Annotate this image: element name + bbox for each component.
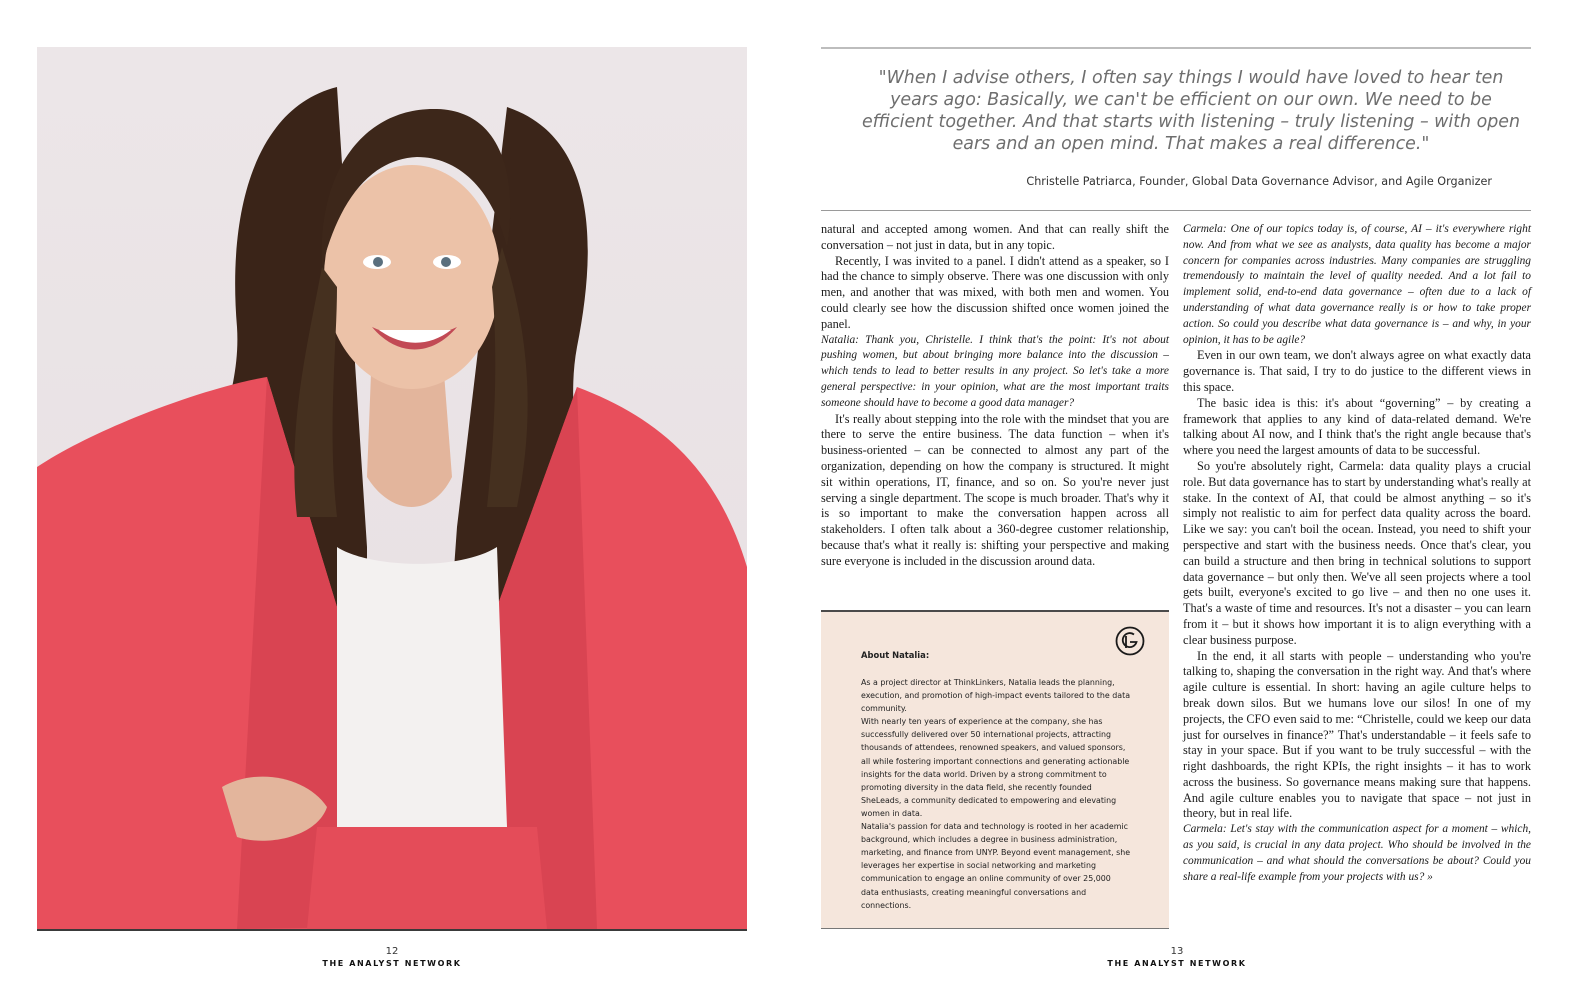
section-rule [821, 210, 1531, 211]
paragraph: natural and accepted among women. And that can really shift the conversation – not just in data, but in any topic. [821, 222, 1169, 252]
interviewer-question: Carmela: One of our topics today is, of course, AI – it's everywhere right now. And from what we see as analysts, data quality has become a major concern for companies across industries. Many companies are struggling tremendously to maintain the level of quality needed. And a lot fail to implement solid, end-to-end data governance – often due to a lack of understanding of what data governance really is or how to take proper action. So could you describe what data governance is – and why, in your opinion, it has to be agile? [1183, 223, 1531, 346]
about-paragraph: With nearly ten years of experience at the company, she has successfully delivered over 50 international projects, attracting thousands of attendees, renowned speakers, and valued sponsors, all while fostering important connections and generating actionable insights for the data world. Driven by a strong commitment to promoting diversity in the data field, she recently founded SheLeads, a community dedicated to empowering and elevating women in data. [861, 717, 1130, 818]
paragraph: Recently, I was invited to a panel. I didn't attend as a speaker, so I had the chance to simply observe. There was one discussion with only men, and another that was mixed, with both men and women. You could clearly see how the discussion shifted once women joined the panel. [821, 253, 1169, 331]
left-folio [312, 946, 472, 968]
paragraph: The basic idea is this: it's about “governing” – by creating a framework that applies to any kind of data-related demand. We're talking about AI now, and I think that's the right angle because that's where you need the largest amounts of data to be successful. [1183, 395, 1531, 458]
paragraph: It's really about stepping into the role with the mindset that you are there to serve the entire business. The data function – when it's business-oriented – can be connected to almost any part of the organization, depending on how the company is structured. It might sit within operations, IT, finance, and so on. So you're never just serving a single department. The scope is much broader. That's why it is so important to make the conversation happen across all stakeholders. I often talk about a 360-degree customer relationship, because that's what it really is: shifting your perspective and making sure everyone is included in the discussion around data. [821, 411, 1169, 568]
about-box [821, 610, 1169, 929]
portrait-photo [37, 47, 747, 931]
article-column-2 [1183, 222, 1531, 885]
paragraph: So you're absolutely right, Carmela: data quality plays a crucial role. But data governance has to start by understanding what's really at stake. In the context of AI, that could be almost anything – so it's simply not realistic to aim for perfect data quality across the board. Like we say: you can't boil the ocean. Instead, you need to shift your perspective and start with the business needs. Once that's clear, you can build a structure and then bring in technical solutions to support data governance – but only then. We've all seen projects where a tool gets built, everyone's excited to go live – and then no one uses it. That's a waste of time and resources. It's not a disaster – you can learn from it – but it shows how important it is to align everything with a clear business purpose. [1183, 458, 1531, 647]
top-rule [821, 47, 1531, 49]
article-column-1 [821, 222, 1169, 570]
masthead: THE ANALYST NETWORK [1107, 959, 1247, 968]
right-folio [1097, 946, 1257, 968]
quote-attribution: Christelle Patriarca, Founder, Global Data Governance Advisor, and Agile Organizer [1026, 175, 1492, 188]
interviewer-question: Carmela: Let's stay with the communication aspect for a moment – which, as you said, is crucial in any data project. Who should be involved in the communication – and what should the conversations be about? Could you share a real-life example from your projects with us? » [1183, 823, 1531, 883]
about-body [861, 676, 1131, 912]
about-paragraph: Natalia's passion for data and technology is rooted in her academic background, which includes a degree in business administration, marketing, and finance from UNYP. Beyond event management, she leverages her expertise in social networking and marketing communication to engage an online community of over 25,000 data enthusiasts, creating meaningful conversations and connections. [861, 822, 1131, 910]
masthead: THE ANALYST NETWORK [322, 959, 462, 968]
interviewer-question: Natalia: Thank you, Christelle. I think that's the point: It's not about pushing women, but about bringing more balance into the discussion – which tends to lead to better results in any project. So let's take a more general perspective: in your opinion, what are the most important traits someone should have to become a good data manager? [821, 333, 1169, 409]
page-number: 12 [385, 946, 399, 957]
page-number: 13 [1170, 946, 1184, 957]
paragraph: In the end, it all starts with people – understanding who you're talking to, shaping the conversation in the right way. And that's where agile culture is essential. In short: having an agile culture helps to break down silos. But we humans love our silos! In one of my projects, the CFO even said to me: “Christelle, could we keep our data just for ourselves in finance?” That's understandable – it feels safe to stay in your space. But if you want to be truly successful – with the right dashboards, the right KPIs, the right insights – it has to work across the business. So governance means making sure that happens. And agile culture enables you to navigate that space – not just in theory, but in real life. [1183, 648, 1531, 821]
pull-quote: "When I advise others, I often say things I would have loved to hear ten years ago: Basically, we can't be efficient on our own. We need to be efficient together. And that starts with listening – truly listening – with open ears and an open mind. That makes a real difference." [861, 68, 1520, 154]
tlg-monogram-icon [1114, 625, 1146, 657]
about-paragraph: As a project director at ThinkLinkers, Natalia leads the planning, execution, and promotion of high-impact events tailored to the data community. [861, 678, 1131, 714]
about-heading: About Natalia: [861, 650, 930, 660]
paragraph: Even in our own team, we don't always agree on what exactly data governance is. That said, I try to do justice to the different views in this space. [1183, 348, 1531, 394]
portrait-illustration [37, 47, 747, 929]
